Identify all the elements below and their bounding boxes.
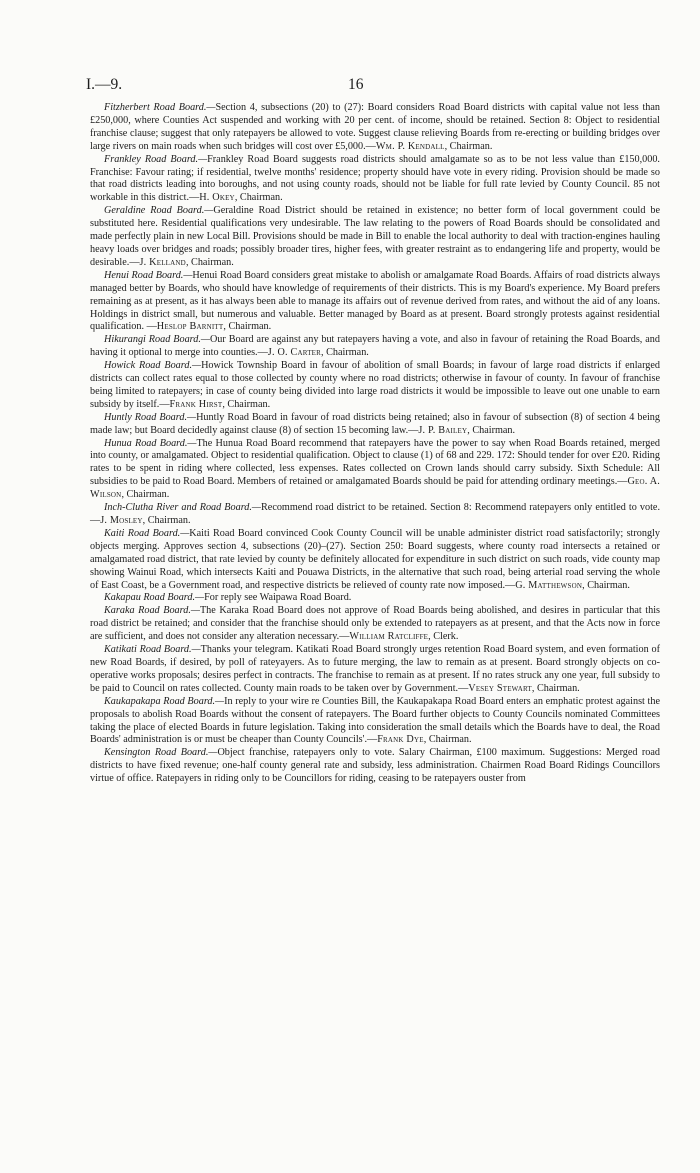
page-number: 16: [348, 76, 364, 93]
entry-text: For reply see Waipawa Road Board.: [204, 592, 352, 604]
entry-signature: Frank Dye: [377, 734, 424, 746]
entry-text: Geraldine Road District should be retained in existence; no better form of local government could be substituted here. Residential qualifications very undesirable. The law relating to the powers of Road Boards should be consolidated and made perfectly plain in new Local Bill. Provisions should be made in Bill to enable the local authority to deal with traction-engines hauling heavy loads over bridges and roads; possibly broader tires, higher fees, with greater restraint as to endangering life and property, would be desirable.—: [90, 205, 661, 268]
entry-katikati: [90, 644, 660, 696]
document-reference: I.—9.: [86, 76, 123, 93]
entry-text: Howick Township Board in favour of abolition of small Boards; in favour of large road districts if enlarged districts can collect rates equal to those collected by county where no road districts; otherwise in favour of county. In favour of franchise being limited to ratepayers; in case of county being divided into large road districts it would be impossible to leave out one unable to earn subsidy by itself.—: [90, 360, 660, 410]
entry-name: Henui Road Board.—: [104, 269, 193, 281]
entry-signature: J. O. Carter: [267, 347, 322, 359]
entry-role: , Chairman.: [423, 734, 472, 746]
document-body: [90, 102, 660, 786]
entry-name: Fitzherbert Road Board.—: [104, 102, 216, 113]
entry-signature: Heslop Barnitt: [156, 321, 224, 333]
entry-frankley: [90, 154, 660, 206]
entry-text: Recommend road district to be retained. Section 8: Recommend ratepayers only entitled to vote.—: [90, 502, 660, 526]
entry-signature: J. P. Bailey: [418, 424, 468, 436]
entry-role: , Chairman.: [444, 140, 493, 152]
entry-inch-clutha: [90, 502, 660, 528]
entry-hunua: [90, 438, 660, 503]
entry-text: Our Board are against any but ratepayers having a vote, and also in favour of retaining the Road Boards, and having it optional to merge into counties.—: [90, 334, 660, 359]
entry-name: Geraldine Road Board.—: [104, 205, 214, 217]
entry-geraldine: [90, 205, 660, 270]
entry-role: , Chairman.: [185, 256, 234, 268]
entry-hikurangi: [90, 334, 660, 360]
entry-role: , Chairman.: [234, 192, 283, 204]
entry-signature: G. Matthewson: [515, 579, 583, 591]
entry-signature: Vesey Stewart: [468, 682, 532, 694]
entry-howick: [90, 360, 660, 412]
entry-signature: Frank Hirst: [169, 398, 223, 410]
entry-text: Kaiti Road Board convinced Cook County Council will be unable administer district road satisfactorily; strongly objects merging. Approves section 4, subsections (20)–(27). Section 250: Board suggests, where county road intersects a retained or amalgamated road district, that rate levied by county be definitely allocated for expenditure in such district on such roads, vide county map showing Wainui Road, which intersects Kaiti and Pouawa Districts, in the alternative that such road, being arterial road serving the whole of East Coast, be a Government road, and respective districts be relieved of county rate now imposed.—: [90, 527, 660, 591]
entry-name: Kaukapakapa Road Board.—: [104, 695, 225, 707]
entry-name: Hikurangi Road Board.—: [104, 334, 210, 346]
entry-name: Inch-Clutha River and Road Board.—: [104, 502, 261, 514]
entry-name: Kakapau Road Board.—: [104, 592, 205, 604]
entry-signature: H. Okey: [199, 192, 235, 204]
entry-text: Section 4, subsections (20) to (27): Board considers Road Board districts with capital value not less than £250,000, where Counties Act suspended and working with 20 per cent. of income, should be retained. Section 8: Object to residential franchise clause; suggest that only ratepayers be allowed to vote. Suggest clause relieving Boards from re-erecting or building bridges over large rivers on main roads when such bridges will cost over £5,000.—: [90, 102, 660, 152]
entry-role: , Chairman.: [582, 579, 630, 591]
entry-kakapau: [90, 592, 660, 605]
entry-signature: Wm. P. Kendall: [375, 140, 445, 152]
entry-henui: [90, 270, 660, 335]
entry-name: Huntly Road Board.—: [104, 411, 197, 423]
entry-name: Frankley Road Board.—: [104, 153, 208, 165]
entry-role: , Chairman.: [121, 489, 170, 501]
entry-text: Object franchise, ratepayers only to vote. Salary Chairman, £100 maximum. Suggestions: Merged road districts to have fixed revenue; one-half county general rate and subsidy, less administration. Chairmen Road Board Ridings Councillors virtue of office. Ratepayers in riding only to be Councillors for riding, ceasing to be ratepayers ouster from: [90, 747, 660, 785]
entry-role: , Chairman.: [321, 347, 369, 359]
entry-signature: William Ratcliffe: [349, 631, 429, 643]
entry-role: , Chairman.: [142, 515, 191, 526]
entry-kaukapakapa: [90, 696, 660, 748]
entry-signature: J. Mosley: [100, 515, 143, 526]
entry-text: The Karaka Road Board does not approve of Road Boards being abolished, and desires in particular that this road district be retained; and consider that the franchise should only be extended to ratepayers as at present, and that the Acts now in force are sufficient, and does not consider any alteration necessary.—: [90, 605, 660, 643]
entry-signature: Geo. A. Wilson: [90, 476, 661, 501]
entry-text: Thanks your telegram. Katikati Road Board strongly urges retention Road Board system, and even formation of new Road Boards, if desired, by poll of rateyayers. As to future merging, the law to remain as at present. Board strongly objects on co-operative works proposals; desires perfect in contracts. The franchise to remain as at present. If no rates struck any one year, full subsidy to be paid to Council on rates collected. County main roads to be taken over by Government.—: [90, 644, 660, 694]
entry-role: , Chairman.: [223, 321, 272, 333]
entry-name: Hunua Road Board.—: [104, 437, 197, 449]
entry-role: , Chairman.: [222, 398, 271, 410]
entry-text: Huntly Road Board in favour of road districts being retained; also in favour of subsection (8) of section 4 being made law; but Board decidedly against clause (8) of section 15 becoming law.—: [90, 411, 660, 436]
entry-name: Kaiti Road Board.—: [104, 527, 190, 539]
entry-kaiti: [90, 528, 660, 593]
entry-name: Karaka Road Board.—: [104, 605, 200, 617]
entry-text: The Hunua Road Board recommend that ratepayers have the power to say when Road Boards retained, merged into county, or amalgamated. Object to residential qualification. Object to clause (1) of 68 and 229. 172: Should tender for over £20. Riding rates to be spent in riding where collected, less expenses. Rates collected on Crown lands should carry subsidy. Sixth Schedule: All subsidies to be paid to Road Board. Members of retained or amalgamated Boards should be paid for attending ordinary meetings.—: [90, 437, 660, 488]
entry-name: Katikati Road Board.—: [104, 644, 201, 656]
entry-fitzherbert: [90, 102, 660, 154]
entry-huntly: [90, 412, 660, 438]
entry-role: , Chairman.: [531, 682, 580, 694]
entry-kensington: [90, 747, 660, 786]
entry-signature: J. Kelland: [139, 256, 186, 268]
entry-text: In reply to your wire re Counties Bill, the Kaukapakapa Road Board enters an emphatic protest against the proposals to abolish Road Boards without the consent of ratepayers. The Board further objects to County Councils nominated Committees taking the place of elected Boards in future legislation. Taking into consideration the small details which the Boards have to deal, the Road Boards' administration is or must be cheaper than County Councils'.—: [90, 695, 660, 746]
entry-name: Howick Road Board.—: [104, 360, 202, 372]
entry-karaka: [90, 605, 660, 644]
entry-role: , Clerk.: [428, 631, 459, 643]
entry-text: Frankley Road Board suggests road districts should amalgamate so as to be not less value than £150,000. Franchise: Favour rating; if residential, twelve months' residence; property should have vote in every riding. Provision should be made so that road districts leading into boroughs, and not using county roads, should not be liable for full rate levied by County Council. 85 not workable in this district.—: [90, 153, 660, 204]
entry-text: Henui Road Board considers great mistake to abolish or amalgamate Road Boards. Affairs of road districts always managed better by Boards, who should have knowledge of requirements of their districts. This is my Board's experience. My Board prefers remaining as at present, as it has always been able to manage its affairs out of revenue derived from rates, and without the aid of any loans. Holdings in district small, but numerous and valuable. Better managed by Board as at present. Board strongly protests against residential qualification. —: [90, 269, 660, 333]
entry-name: Kensington Road Board.—: [104, 747, 218, 759]
entry-role: , Chairman.: [467, 424, 516, 436]
